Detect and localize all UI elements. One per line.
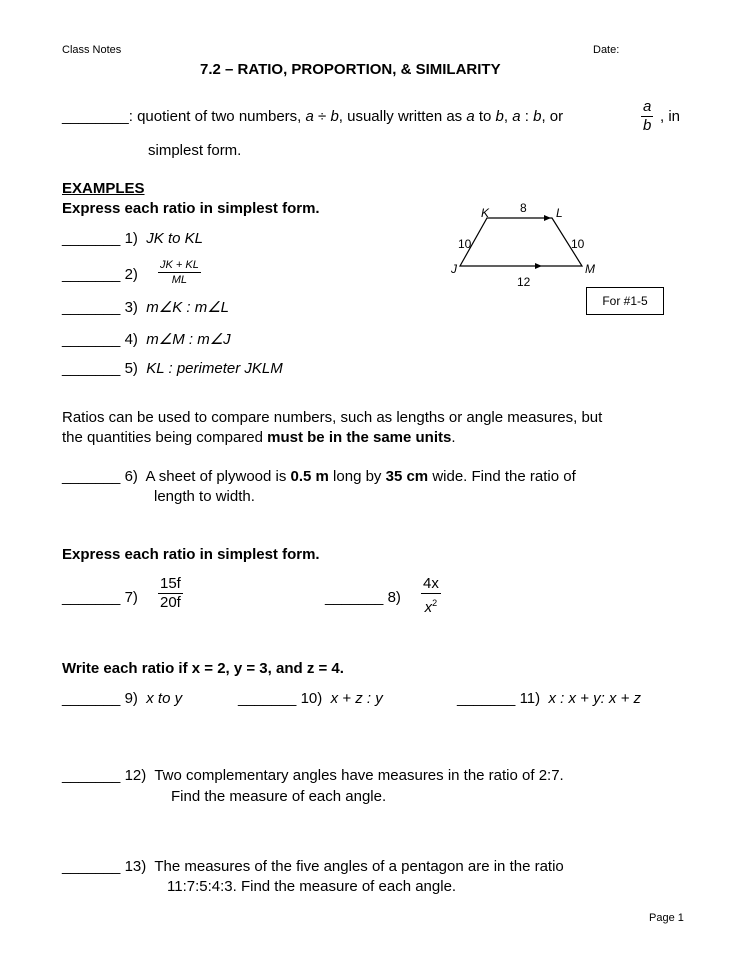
trapezoid-diagram <box>440 198 620 290</box>
vertex-m: M <box>585 262 595 276</box>
question-13-line-2: 11:7:5:4:3. Find the measure of each angle. <box>167 878 457 895</box>
page-number: Page 1 <box>649 912 684 924</box>
definition-in: , in <box>660 108 681 125</box>
question-8-fraction: $\frac{4x}{x^2}$ <box>423 575 439 616</box>
answer-blank: _______ <box>62 589 121 606</box>
examples-subheading: Express each ratio in simplest form. <box>62 200 320 217</box>
question-11: _______ 11) x : x + y: x + z <box>457 690 642 707</box>
question-12-line-2: Find the measure of each angle. <box>171 788 387 805</box>
header-date: Date: <box>593 44 620 56</box>
examples-heading: EXAMPLES <box>62 180 145 197</box>
section-3-heading: Write each ratio if x = 2, y = 3, and z = 4. <box>62 660 344 677</box>
trapezoid-shape <box>460 218 582 266</box>
answer-blank: _______ <box>62 360 121 377</box>
side-left-label: 10 <box>458 237 472 251</box>
units-note-line-2: the quantities being compared must be in the same units. <box>62 429 456 446</box>
question-8: _______ 8) <box>325 589 401 606</box>
question-6: _______ 6) A sheet of plywood is 0.5 m long by 35 cm wide. Find the ratio of <box>62 468 576 485</box>
answer-blank: _______ <box>62 690 121 707</box>
example-5: _______ 5) KL : perimeter JKLM <box>62 360 283 377</box>
definition-blank: ________ <box>62 108 129 125</box>
example-2: _______ 2) <box>62 266 138 283</box>
bottom-arrow <box>535 263 542 269</box>
question-6-line-2: length to width. <box>154 488 255 505</box>
example-3: _______ 3) m∠K : m∠L <box>62 299 229 316</box>
answer-blank: _______ <box>62 331 121 348</box>
definition-line-2: simplest form. <box>148 142 242 159</box>
definition-fraction: $\frac{a}{b}$ <box>643 98 652 134</box>
question-7-fraction: $\frac{15f}{20f}$ <box>160 575 181 611</box>
vertex-k: K <box>481 206 490 220</box>
header-left: Class Notes <box>62 44 122 56</box>
units-note-line-1: Ratios can be used to compare numbers, such as lengths or angle measures, but <box>62 409 603 426</box>
example-4: _______ 4) m∠M : m∠J <box>62 331 231 348</box>
answer-blank: _______ <box>238 690 297 707</box>
question-12: _______ 12) Two complementary angles have measures in the ratio of 2:7. <box>62 767 564 784</box>
vertex-j: J <box>451 262 457 276</box>
answer-blank: _______ <box>325 589 384 606</box>
question-9: _______ 9) x to y <box>62 690 183 707</box>
example-2-fraction: $\frac{JK + KL}{ML}$ <box>160 259 199 286</box>
answer-blank: _______ <box>62 299 121 316</box>
page-title: 7.2 – RATIO, PROPORTION, & SIMILARITY <box>200 61 501 78</box>
answer-blank: _______ <box>62 266 121 283</box>
question-7: _______ 7) <box>62 589 138 606</box>
definition-line-1: ________: quotient of two numbers, a ÷ b, usually written as a to b, a : b, or <box>62 108 564 125</box>
answer-blank: _______ <box>62 767 121 784</box>
vertex-l: L <box>556 206 563 220</box>
question-10: _______ 10) x + z : y <box>238 690 383 707</box>
answer-blank: _______ <box>62 858 121 875</box>
side-right-label: 10 <box>571 237 585 251</box>
answer-blank: _______ <box>457 690 516 707</box>
example-1: _______ 1) JK to KL <box>62 230 203 247</box>
section-2-heading: Express each ratio in simplest form. <box>62 546 320 563</box>
side-top-label: 8 <box>520 201 527 215</box>
question-13: _______ 13) The measures of the five angles of a pentagon are in the ratio <box>62 858 564 875</box>
top-arrow <box>544 215 551 221</box>
answer-blank: _______ <box>62 230 121 247</box>
diagram-caption: For #1-5 <box>586 287 664 315</box>
side-bottom-label: 12 <box>517 275 531 289</box>
answer-blank: _______ <box>62 468 121 485</box>
